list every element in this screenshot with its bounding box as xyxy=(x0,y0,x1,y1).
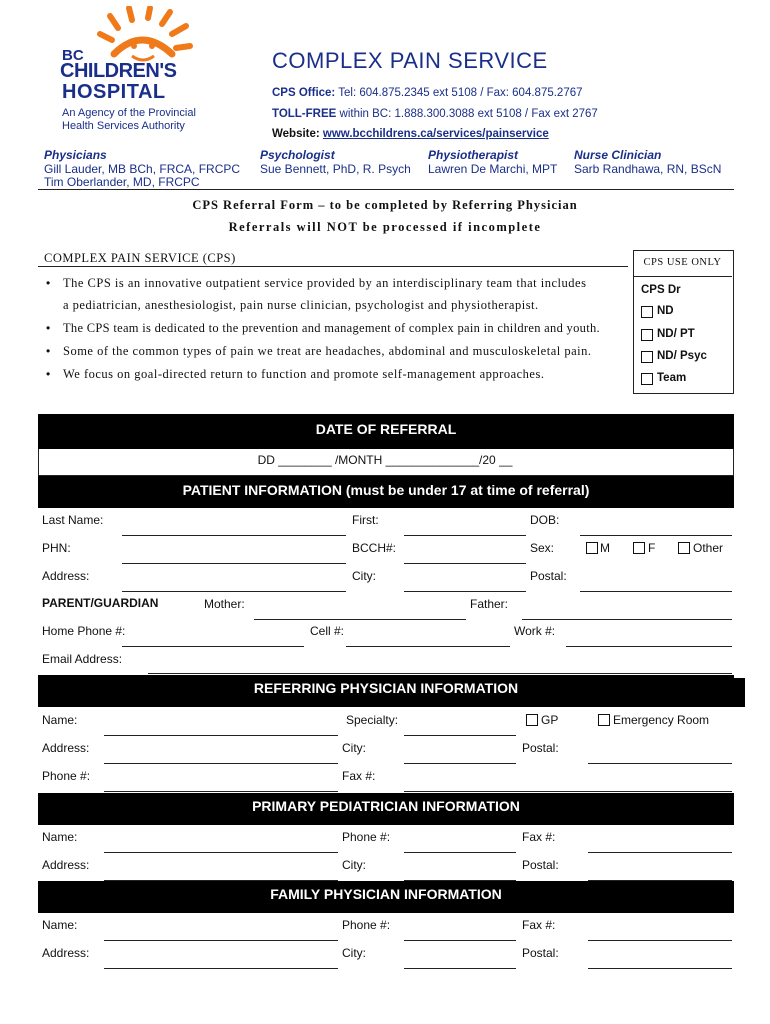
nd-pt-label: ND/ PT xyxy=(657,328,695,340)
cps-dr-label: CPS Dr xyxy=(641,284,681,296)
ped-phone-label: Phone #: xyxy=(342,830,391,844)
ped-name-field[interactable] xyxy=(104,852,338,853)
fam-fax-label: Fax #: xyxy=(522,918,556,932)
fam-fax-field[interactable] xyxy=(588,940,732,941)
work-label: Work #: xyxy=(514,624,556,638)
first-name-label: First: xyxy=(352,513,379,527)
last-name-field[interactable] xyxy=(122,535,346,536)
sex-other-checkbox[interactable] xyxy=(678,542,690,554)
physician-2: Tim Oberlander, MD, FRCPC xyxy=(44,175,200,189)
header-divider xyxy=(38,189,734,190)
dob-label: DOB: xyxy=(530,513,560,527)
home-phone-label: Home Phone #: xyxy=(42,624,126,638)
bullet-dot-2: • xyxy=(46,321,51,335)
bcch-field[interactable] xyxy=(404,563,526,564)
fam-postal-field[interactable] xyxy=(588,968,732,969)
team-checkbox[interactable] xyxy=(641,373,653,385)
ref-address-label: Address: xyxy=(42,741,90,755)
dob-field[interactable] xyxy=(580,535,732,536)
patient-info-title: PATIENT INFORMATION (must be under 17 at time of referral) xyxy=(38,476,734,508)
patient-city-field[interactable] xyxy=(404,591,526,592)
psychologist-name: Sue Bennett, PhD, R. Psych xyxy=(260,162,411,176)
ref-name-label: Name: xyxy=(42,713,78,727)
family-physician-title: FAMILY PHYSICIAN INFORMATION xyxy=(38,881,734,913)
ref-city-label: City: xyxy=(342,741,366,755)
physio-name: Lawren De Marchi, MPT xyxy=(428,162,558,176)
cps-bullet-3: Some of the common types of pain we treat are headaches, abdominal and musculoskeletal pain. xyxy=(63,344,592,358)
nd-psyc-label: ND/ Psyc xyxy=(657,350,707,362)
first-name-field[interactable] xyxy=(404,535,526,536)
ref-name-field[interactable] xyxy=(104,735,338,736)
fam-city-field[interactable] xyxy=(404,968,516,969)
page-title: COMPLEX PAIN SERVICE xyxy=(272,48,548,73)
nd-pt-checkbox[interactable] xyxy=(641,329,653,341)
sex-label: Sex: xyxy=(530,541,555,555)
ref-specialty-label: Specialty: xyxy=(346,713,399,727)
email-field[interactable] xyxy=(148,673,732,674)
phn-field[interactable] xyxy=(122,563,346,564)
cps-section-title: COMPLEX PAIN SERVICE (CPS) xyxy=(44,251,236,265)
last-name-label: Last Name: xyxy=(42,513,104,527)
fam-address-label: Address: xyxy=(42,946,90,960)
cell-label: Cell #: xyxy=(310,624,345,638)
ref-specialty-field[interactable] xyxy=(404,735,516,736)
pediatrician-title: PRIMARY PEDIATRICIAN INFORMATION xyxy=(38,793,734,825)
ref-postal-label: Postal: xyxy=(522,741,559,755)
ref-fax-field[interactable] xyxy=(404,791,732,792)
nurse-name: Sarb Randhawa, RN, BScN xyxy=(574,162,722,176)
ref-postal-field[interactable] xyxy=(588,763,732,764)
er-checkbox[interactable] xyxy=(598,714,610,726)
ref-phone-label: Phone #: xyxy=(42,769,91,783)
mother-label: Mother: xyxy=(204,597,245,611)
cps-use-only-title: CPS USE ONLY xyxy=(633,250,732,277)
cell-field[interactable] xyxy=(346,646,510,647)
tollfree-contact xyxy=(272,108,598,120)
sex-other-label: Other xyxy=(693,541,724,555)
office-value: Tel: 604.875.2345 ext 5108 / Fax: 604.875.2767 xyxy=(338,87,583,99)
fam-phone-field[interactable] xyxy=(404,940,516,941)
ref-city-field[interactable] xyxy=(404,763,516,764)
bar-tab xyxy=(733,678,745,707)
office-contact xyxy=(272,87,583,99)
ped-address-label: Address: xyxy=(42,858,90,872)
fam-phone-label: Phone #: xyxy=(342,918,391,932)
logo-childrens: CHILDREN'S xyxy=(60,60,177,82)
tollfree-label: TOLL-FREE xyxy=(272,108,337,120)
team-label: Team xyxy=(657,372,687,384)
patient-address-field[interactable] xyxy=(122,591,346,592)
patient-city-label: City: xyxy=(352,569,376,583)
website-link[interactable]: www.bcchildrens.ca/services/painservice xyxy=(322,128,549,140)
physician-1: Gill Lauder, MB BCh, FRCA, FRCPC xyxy=(44,162,241,176)
ped-phone-field[interactable] xyxy=(404,852,516,853)
ped-name-label: Name: xyxy=(42,830,78,844)
sex-f-checkbox[interactable] xyxy=(633,542,645,554)
tollfree-value: within BC: 1.888.300.3088 ext 5108 / Fax ext 2767 xyxy=(339,108,598,120)
fam-postal-label: Postal: xyxy=(522,946,559,960)
fam-address-field[interactable] xyxy=(104,968,338,969)
date-referral-input[interactable]: DD ________ /MONTH ______________/20 __ xyxy=(257,453,513,467)
bcch-label: BCCH#: xyxy=(352,541,397,555)
bullet-dot-1: • xyxy=(46,276,51,290)
ref-fax-label: Fax #: xyxy=(342,769,376,783)
cps-bullet-4: We focus on goal-directed return to function and promote self-management approaches. xyxy=(63,367,545,381)
office-label: CPS Office: xyxy=(272,87,336,99)
physicians-title: Physicians xyxy=(44,148,107,162)
logo-tagline-2: Health Services Authority xyxy=(62,120,185,132)
bullet-dot-3: • xyxy=(46,344,51,358)
ref-phone-field[interactable] xyxy=(104,791,338,792)
sun-icon xyxy=(92,6,202,66)
fam-name-field[interactable] xyxy=(104,940,338,941)
logo-tagline-1: An Agency of the Provincial xyxy=(62,107,196,119)
patient-address-label: Address: xyxy=(42,569,90,583)
cps-bullet-1b: a pediatrician, anesthesiologist, pain nurse clinician, psychologist and physiotherapist. xyxy=(63,298,539,312)
gp-checkbox[interactable] xyxy=(526,714,538,726)
ref-address-field[interactable] xyxy=(104,763,338,764)
work-field[interactable] xyxy=(566,646,732,647)
sex-m-checkbox[interactable] xyxy=(586,542,598,554)
website-label: Website: xyxy=(272,128,320,140)
nd-checkbox[interactable] xyxy=(641,306,653,318)
patient-postal-field[interactable] xyxy=(580,591,732,592)
ped-fax-field[interactable] xyxy=(588,852,732,853)
father-label: Father: xyxy=(470,597,509,611)
logo-bc: BC xyxy=(62,47,84,64)
physio-title: Physiotherapist xyxy=(428,148,519,162)
fam-name-label: Name: xyxy=(42,918,78,932)
cps-title-rule xyxy=(38,266,628,267)
ped-fax-label: Fax #: xyxy=(522,830,556,844)
form-heading-1: CPS Referral Form – to be completed by Referring Physician xyxy=(192,198,578,212)
bullet-dot-4: • xyxy=(46,367,51,381)
logo-hospital: HOSPITAL xyxy=(62,81,166,103)
nd-label: ND xyxy=(657,305,674,317)
email-label: Email Address: xyxy=(42,652,123,666)
nd-psyc-checkbox[interactable] xyxy=(641,351,653,363)
home-phone-field[interactable] xyxy=(122,646,304,647)
mother-field[interactable] xyxy=(254,619,466,620)
date-referral-title: DATE OF REFERRAL xyxy=(38,414,734,449)
gp-label: GP xyxy=(541,713,559,727)
cps-bullet-2: The CPS team is dedicated to the prevention and management of complex pain in children and youth. xyxy=(63,321,600,335)
psychologist-title: Psychologist xyxy=(260,148,335,162)
sex-f-label: F xyxy=(648,541,656,555)
fam-city-label: City: xyxy=(342,946,366,960)
nurse-title: Nurse Clinician xyxy=(574,148,662,162)
cps-bullet-1a: The CPS is an innovative outpatient service provided by an interdisciplinary team that includes xyxy=(63,276,587,290)
parent-guardian-label: PARENT/GUARDIAN xyxy=(42,596,159,610)
patient-postal-label: Postal: xyxy=(530,569,567,583)
referring-physician-title: REFERRING PHYSICIAN INFORMATION xyxy=(38,675,734,707)
er-label: Emergency Room xyxy=(613,713,710,727)
ped-postal-label: Postal: xyxy=(522,858,559,872)
form-heading-2: Referrals will NOT be processed if incomplete xyxy=(228,220,542,234)
sex-m-label: M xyxy=(600,541,610,555)
ped-city-label: City: xyxy=(342,858,366,872)
phn-label: PHN: xyxy=(42,541,71,555)
father-field[interactable] xyxy=(522,619,732,620)
website-contact xyxy=(272,128,549,140)
